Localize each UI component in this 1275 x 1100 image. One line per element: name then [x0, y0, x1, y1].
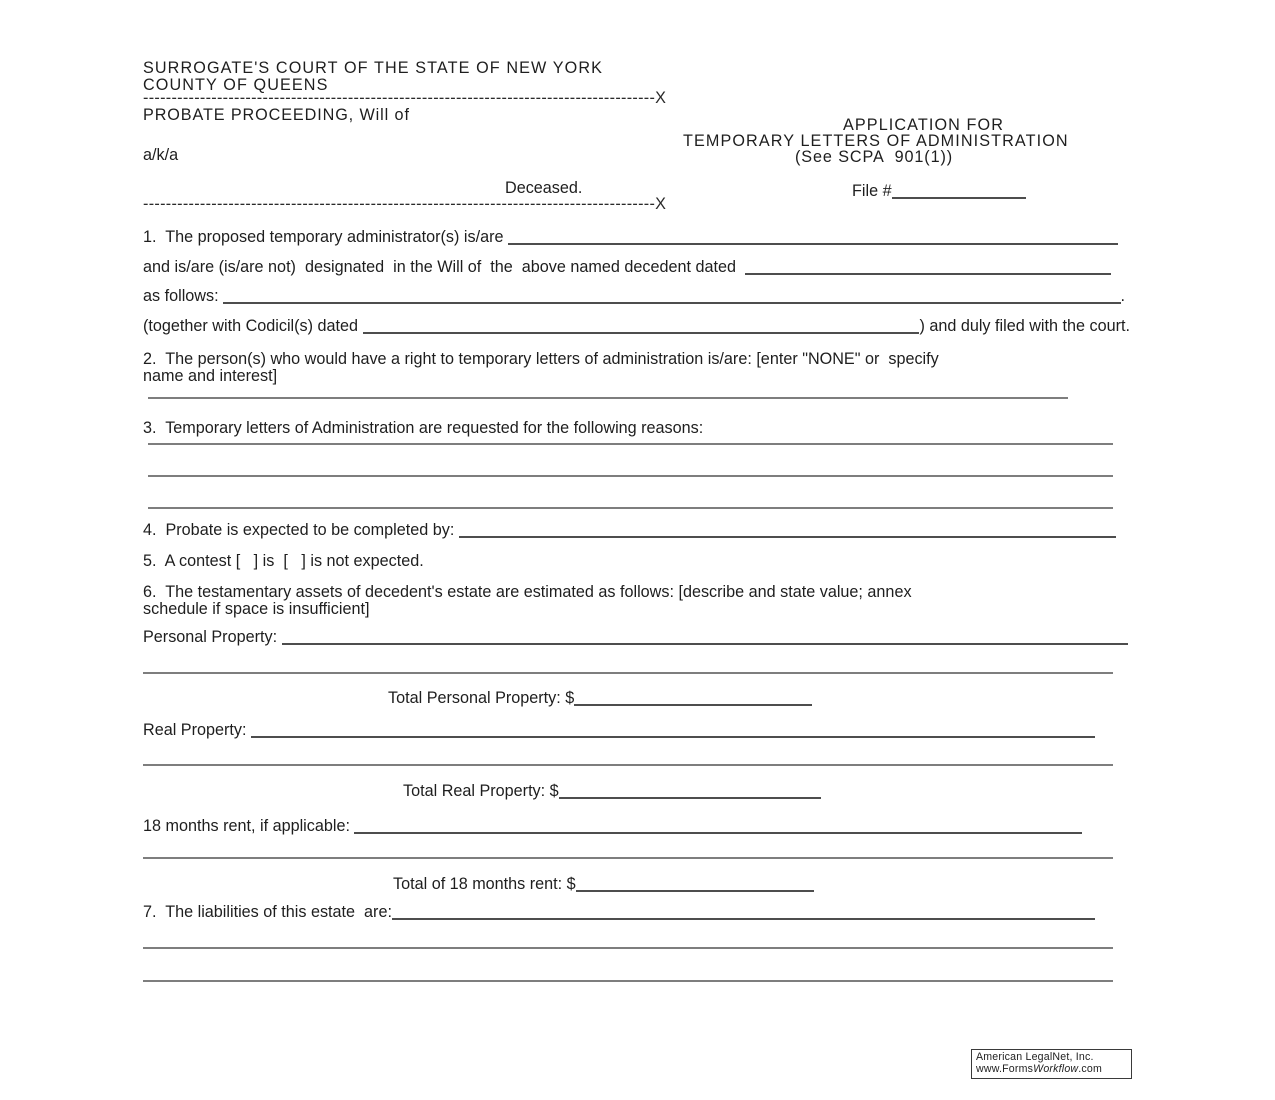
item1-row2 — [143, 259, 1111, 276]
blank-file-number — [892, 197, 1026, 199]
blank-real-property — [251, 736, 1095, 738]
form-title-line1: APPLICATION FOR — [843, 116, 1005, 134]
rent-line-2 — [143, 857, 1113, 859]
item4-row — [143, 522, 1116, 539]
court-name-line2: COUNTY OF QUEENS — [143, 76, 329, 94]
item1-line3-suffix: . — [1120, 287, 1125, 305]
blank-total-real — [559, 797, 821, 799]
item1-line3-label: as follows: — [143, 287, 224, 305]
blank-codicil-dated — [363, 332, 920, 334]
total-personal-label: Total Personal Property: $ — [388, 689, 575, 707]
legalnet-brand-name: American LegalNet, Inc. — [976, 1051, 1094, 1063]
blank-proposed-administrators — [508, 243, 1118, 245]
real-property-row — [143, 722, 1095, 739]
total-rent-label: Total of 18 months rent: $ — [393, 875, 576, 893]
item6-line1: 6. The testamentary assets of decedent's estate are estimated as follows: [describe and state value; annex — [143, 583, 912, 601]
form-title-line2: TEMPORARY LETTERS OF ADMINISTRATION — [683, 132, 1069, 150]
total-real-label: Total Real Property: $ — [403, 782, 559, 800]
file-number-label: File # — [852, 182, 892, 200]
liabilities-line-2 — [143, 947, 1113, 949]
item3-heading: 3. Temporary letters of Administration are requested for the following reasons: — [143, 419, 704, 437]
real-property-line-2 — [143, 764, 1113, 766]
item2-line2: name and interest] — [143, 367, 278, 385]
blank-total-rent — [576, 890, 814, 892]
court-name-line1: SURROGATE'S COURT OF THE STATE OF NEW YORK — [143, 59, 604, 77]
personal-property-label: Personal Property: — [143, 628, 282, 646]
total-personal-row — [388, 690, 812, 707]
personal-property-line-2 — [143, 672, 1113, 674]
item5-line: 5. A contest [ ] is [ ] is not expected. — [143, 552, 424, 570]
caption-separator-top: ------------------------------------------------------------------------------------------X — [143, 89, 667, 107]
item6-line2: schedule if space is insufficient] — [143, 600, 370, 618]
blank-designation — [223, 302, 1120, 304]
item1-line4-label: (together with Codicil(s) dated — [143, 317, 363, 335]
blank-rent — [354, 832, 1082, 834]
file-number-row — [852, 183, 1042, 200]
item2-answer-line — [148, 397, 1068, 399]
blank-total-personal — [574, 704, 812, 706]
real-property-label: Real Property: — [143, 721, 251, 739]
item3-answer-line-1 — [148, 443, 1113, 445]
form-title-statute: (See SCPA 901(1)) — [795, 148, 954, 166]
blank-probate-completed-by — [459, 536, 1116, 538]
total-real-row — [403, 783, 821, 800]
legalnet-brand-box — [971, 1049, 1132, 1079]
blank-personal-property — [282, 643, 1128, 645]
legalnet-brand-url: www.FormsWorkflow.com — [976, 1062, 1103, 1075]
item1-line2-label: and is/are (is/are not) designated in the Will of the above named decedent dated — [143, 258, 746, 276]
proceeding-title: PROBATE PROCEEDING, Will of — [143, 106, 410, 124]
item3-answer-line-3 — [148, 507, 1113, 509]
blank-will-dated — [745, 273, 1111, 275]
item7-label: 7. The liabilities of this estate are: — [143, 903, 392, 921]
liabilities-line-3 — [143, 980, 1113, 982]
item7-row — [143, 904, 1095, 921]
personal-property-row — [143, 629, 1128, 646]
aka-label: a/k/a — [143, 146, 179, 164]
blank-liabilities — [392, 918, 1095, 920]
item4-label: 4. Probate is expected to be completed by: — [143, 521, 459, 539]
item1-row4 — [143, 318, 1130, 335]
rent-label: 18 months rent, if applicable: — [143, 817, 355, 835]
caption-separator-bottom: ------------------------------------------------------------------------------------------X — [143, 195, 667, 213]
item2-line1: 2. The person(s) who would have a right to temporary letters of administration is/are: [enter "NONE" or specify — [143, 350, 939, 368]
total-rent-row — [393, 876, 814, 893]
item1-line1-label: 1. The proposed temporary administrator(s) is/are — [143, 228, 508, 246]
rent-row — [143, 818, 1082, 835]
item1-row3 — [143, 288, 1125, 305]
item3-answer-line-2 — [148, 475, 1113, 477]
deceased-label: Deceased. — [505, 179, 583, 197]
item1-row1 — [143, 229, 1118, 246]
item1-line4-suffix: ) and duly filed with the court. — [919, 317, 1130, 335]
